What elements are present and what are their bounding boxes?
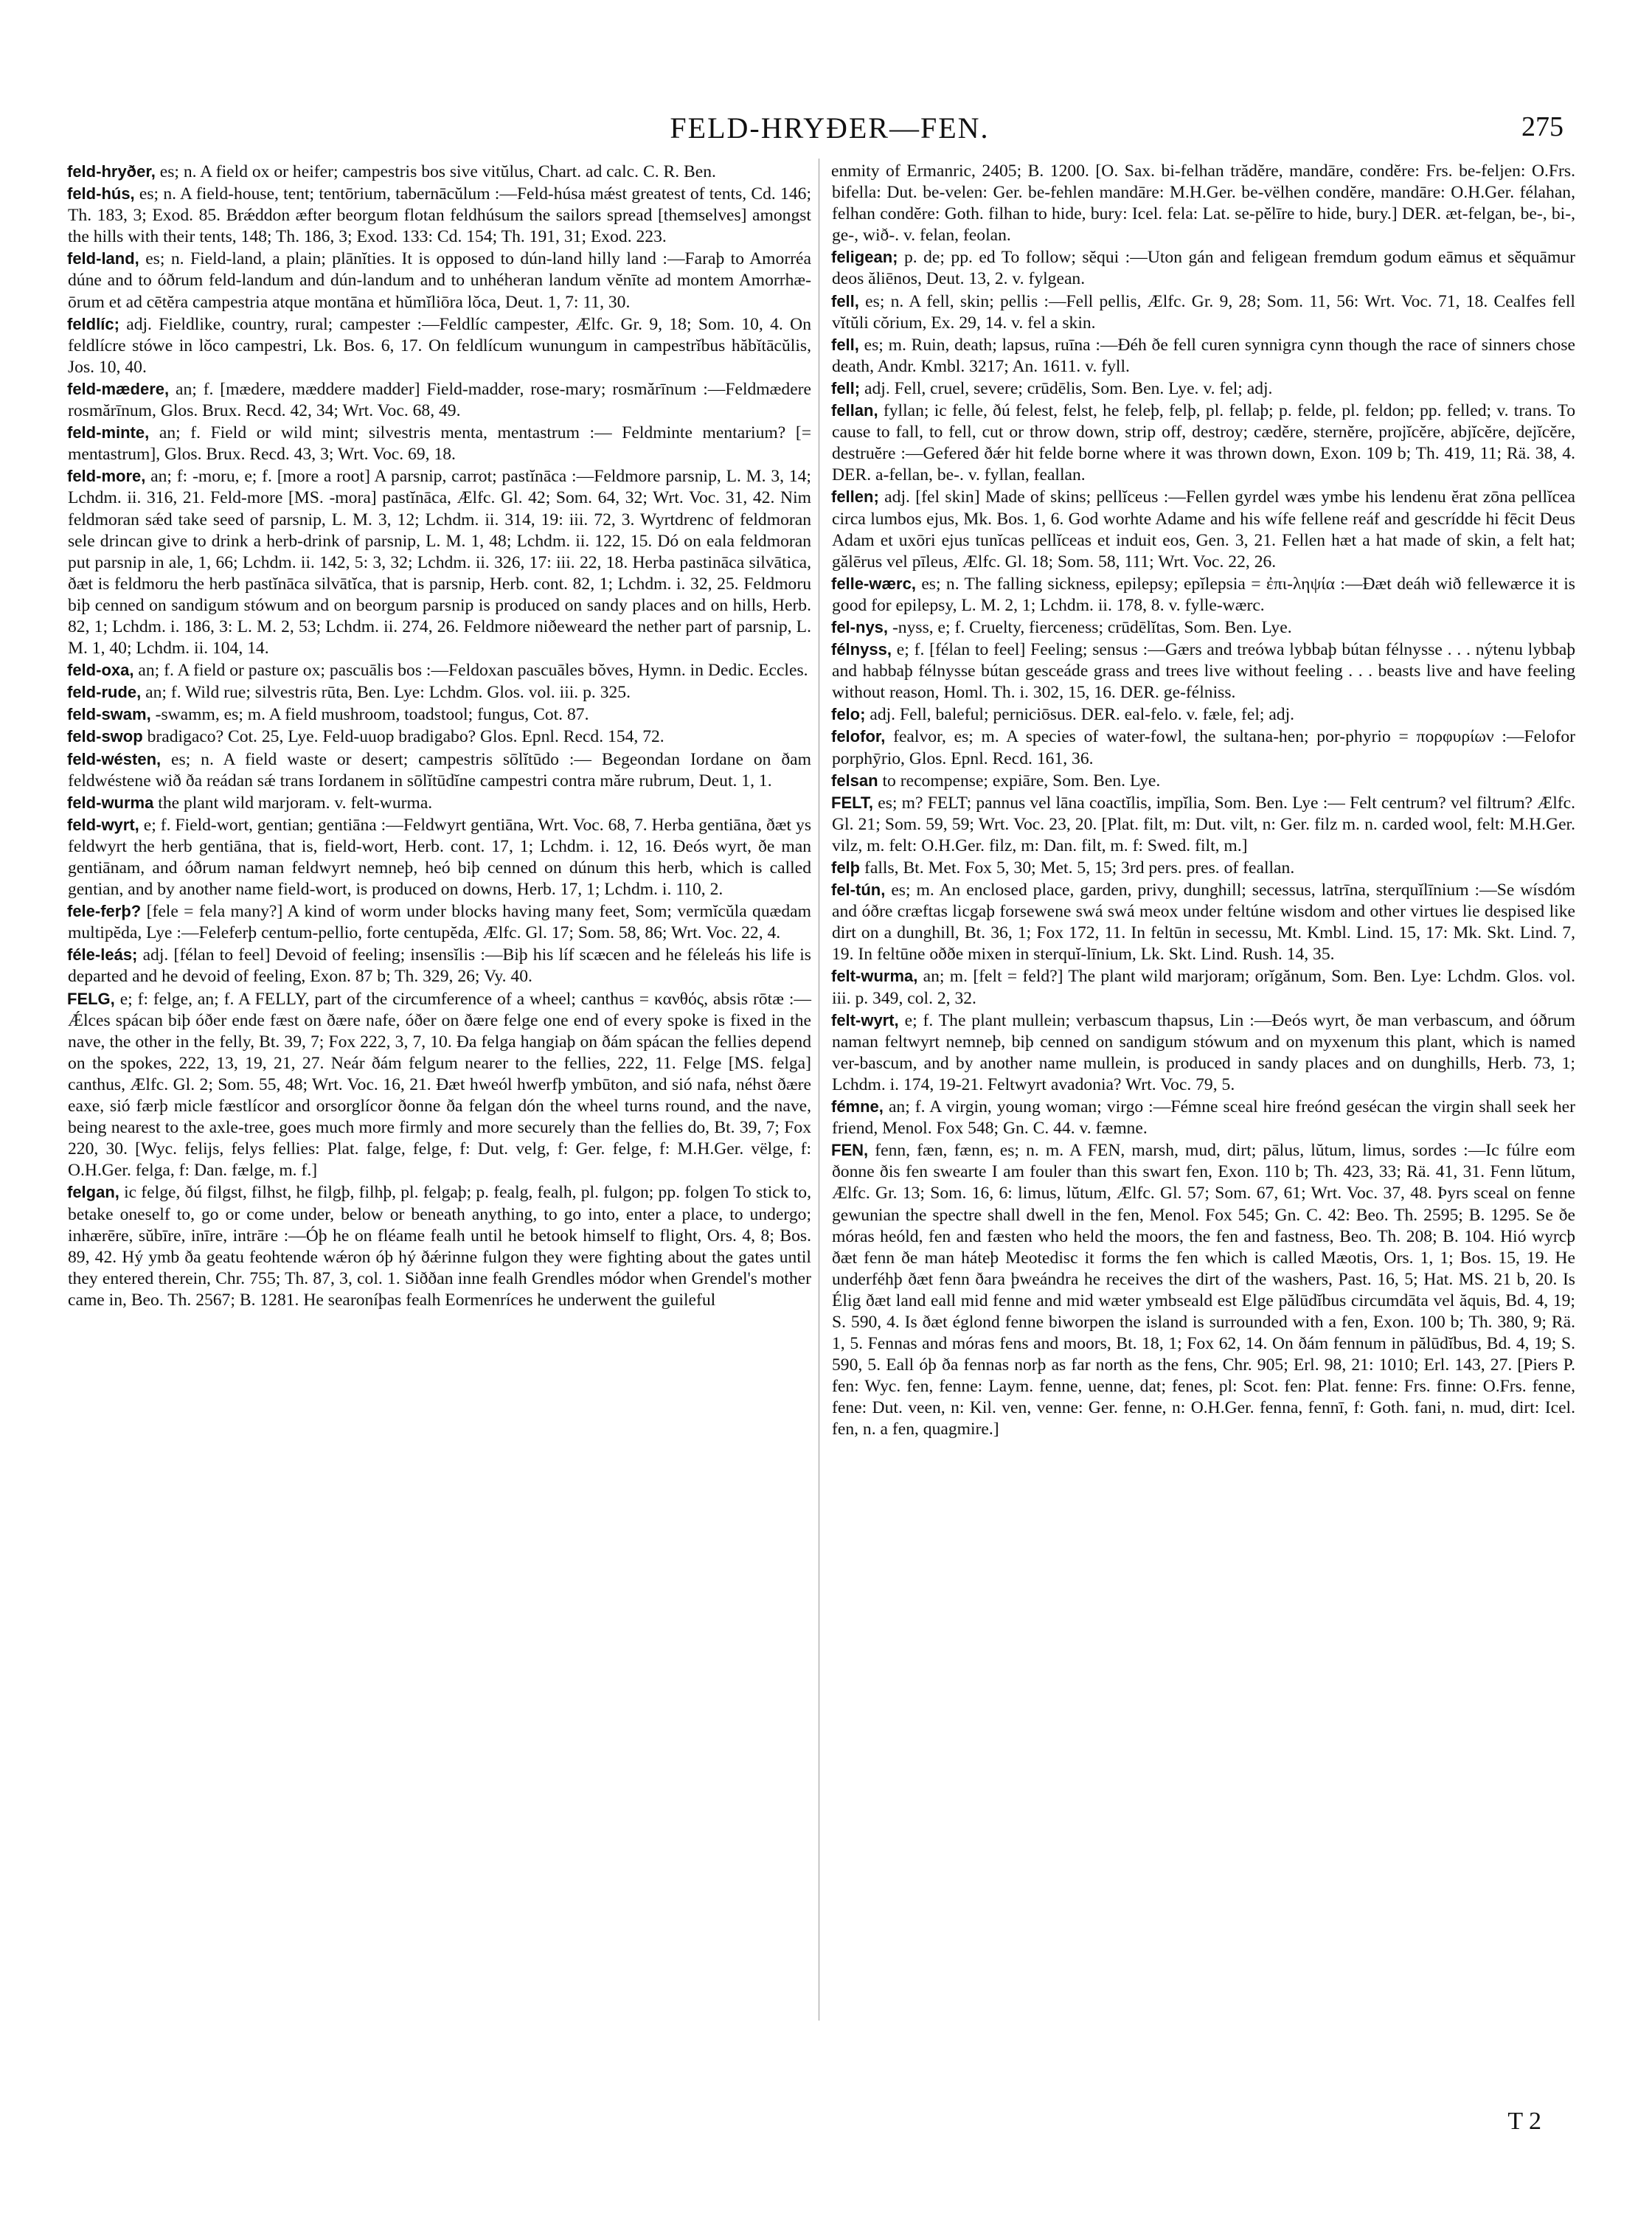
entry-body: e; f. The plant mullein; verbascum thapsus, Lin :—Ðeós wyrt, ðe man verbascum, and óðrum naman feltwyrt nemneþ, biþ cenned on sandigum stówum and on myxenum this plant, which is named ver-bascum, and by another name mullein, is produced in sandy places and on dunghills, Herb. 73, 1; Lchdm. i. 174, 19-21. Feltwyrt avadonia? Wrt. Voc. 79, 5. [832, 1010, 1575, 1094]
headword: feld-hús, [67, 184, 135, 204]
entry-body: to recompense; expiāre, Som. Ben. Lye. [882, 771, 1161, 791]
entry-body: adj. Fell, cruel, severe; crūdēlis, Som. Ben. Lye. v. fel; adj. [864, 378, 1273, 398]
entry-body: -nyss, e; f. Cruelty, fierceness; crūdēlĭtas, Som. Ben. Lye. [892, 617, 1292, 637]
right-column [832, 161, 1575, 1441]
dictionary-entry [832, 291, 1575, 334]
dictionary-entry [832, 639, 1575, 704]
headword: felo; [831, 705, 866, 724]
headword: fele-ferþ? [67, 902, 142, 921]
entry-body: the plant wild marjoram. v. felt-wurma. [158, 793, 433, 813]
headword: feld-mædere, [67, 379, 170, 398]
dictionary-entry [832, 1096, 1575, 1139]
headword: felt-wurma, [831, 967, 918, 986]
entry-body: an; f. [mædere, mæddere madder] Field-madder, rose-mary; rosmărīnum :—Feldmædere rosmărīnum, Glos. Brux. Recd. 42, 34; Wrt. Voc. 68, 49. [68, 379, 811, 421]
entry-body: fyllan; ic felle, ðú felest, felst, he feleþ, felþ, pl. fellaþ; p. felde, pl. feldon; pp. felled; v. trans. To cause to fall, to fell, cut or throw down, strip off, destroy; cædĕre, sternĕre, projĭcĕre, abjĭcĕre, dejĭcĕre, destruĕre :—Gefered ðǽr hit felde borne where it was thrown down, Exon. 109 b; Th. 419, 11; Rä. 38, 4. DER. a-fellan, be-. v. fyllan, feallan. [832, 401, 1575, 485]
dictionary-entry [832, 400, 1575, 486]
headword: feld-hryðer, [67, 162, 156, 181]
entry-body: es; n. A field ox or heifer; campestris bos sive vitŭlus, Chart. ad calc. C. R. Ben. [159, 162, 716, 181]
column-divider [819, 159, 820, 2021]
dictionary-entry [68, 900, 811, 944]
entry-body: e; f. [félan to feel] Feeling; sensus :—Gærs and treówa lybbaþ bútan félnysse . . . nýtenu lybbaþ and habbaþ félnysse bútan gesceáde grass and trees live without feeling . . . beasts live and have feeling without reason, Homl. Th. i. 302, 15, 16. DER. ge-félniss. [832, 640, 1575, 703]
entry-body: an; f. Wild rue; silvestris rūta, Ben. Lye: Lchdm. Glos. vol. iii. p. 325. [145, 683, 631, 703]
dictionary-entry [68, 988, 811, 1182]
dictionary-entry [68, 792, 811, 814]
headword: felle-wærc, [831, 574, 916, 593]
entry-body: adj. [félan to feel] Devoid of feeling; insensĭlis :—Biþ his líf scæcen and he féleleás his life is departed and he devoid of feeling, Exon. 87 b; Th. 329, 26; Vy. 40. [68, 945, 811, 987]
entry-body: es; m. Ruin, death; lapsus, ruīna :—Ðéh ðe fell curen synnigra cynn though the race of sinners chose death, Andr. Kmbl. 3217; An. 1611. v. fyll. [832, 335, 1575, 376]
headword: FELT, [831, 793, 874, 812]
entry-body: e; f: felge, an; f. A FELLY, part of the circumference of a wheel; canthus = κανθός, absis rōtæ :—Ǽlces spácan biþ óðer ende fæst on ðære nafe, óðer on ðære felge one end of every spoke is fixed in the nave, the other in the felly, Bt. 39, 7; Fox 222, 3, 7, 10. Ða felga hangiaþ on ðám spácan the fellies depend on the spokes, 222, 13, 19, 21, 27. Neár ðám felgum nearer to the fellies, 222, 11. Felge [MS. felga] canthus, Ælfc. Gl. 2; Som. 55, 48; Wrt. Voc. 16, 21. Ðæt hweól hwerfþ ymbūton, and sió nafa, néhst ðære eaxe, sió færþ micle fæstlícor and orsorglícor ðonne ða felgan dón the wheel turns round, and the nave, being nearest to the axle-tree, goes much more firmly and more securely than the fellies do, Bt. 39, 7; Fox 220, 30. [Wyc. felijs, felys fellies: Plat. falge, felge, f: Dut. velg, f: Ger. felge, f: M.H.Ger. vëlge, f: O.H.Ger. felga, f: Dan. fælge, m. f.] [68, 989, 811, 1181]
headword: felgan, [67, 1183, 119, 1202]
headword: feld-more, [67, 467, 146, 486]
headword: feldlíc; [67, 314, 119, 333]
entry-body: an; f. Field or wild mint; silvestris menta, mentastrum :— Feldminte mentarium? [= mentastrum], Glos. Brux. Recd. 43, 3; Wrt. Voc. 69, 18. [68, 423, 811, 465]
dictionary-entry [68, 1181, 811, 1311]
entry-body: es; m? FELT; pannus vel lāna coactĭlis, impĭlia, Som. Ben. Lye :— Felt centrum? vel filtrum? Ælfc. Gl. 21; Som. 59, 59; Wrt. Voc. 23, 20. [Plat. filt, m: Dut. vilt, n: Ger. filz m. n. carded wool, felt: M.H.Ger. vilz, m. felt: O.H.Ger. filz, m: Dan. filt, m. f: Swed. filt, m.] [832, 793, 1575, 855]
dictionary-entry [832, 792, 1575, 857]
entry-body: ic felge, ðú filgst, filhst, he filgþ, filhþ, pl. felgaþ; p. fealg, fealh, pl. fulgon; pp. folgen To stick to, betake oneself to, go or come under, below or beneath anything, to go into, enter a place, to undergo; inhærēre, sŭbīre, inīre, intrāre :—Óþ he on fléame fealh until he betook himself to flight, Ors. 4, 8; Bos. 89, 42. Hý ymb ða geatu feohtende wǽron óþ hý ðǽrinne fulgon they were fighting about the gates until they entered therein, Chr. 755; Th. 87, 3, col. 1. Siððan inne fealh Grendles módor when Grendel's mother came in, Beo. Th. 2567; B. 1281. He searoníþas fealh Eormenríces he underwent the guileful [68, 1183, 811, 1310]
dictionary-entry [832, 726, 1575, 769]
dictionary-entry [832, 616, 1575, 639]
headword: féle-leás; [67, 945, 138, 965]
dictionary-entry [68, 465, 811, 659]
entry-body: es; m. An enclosed place, garden, privy, dunghill; secessus, latrīna, sterquĭlīnium :—Se wísdóm and óðre cræftas licgaþ forsewene swá swá meox under feltúne wisdom and other virtues lie despised like dirt on a dunghill, Bt. 36, 1; Fox 172, 11. In feltūn in secessu, Mt. Kmbl. Lind. 15, 17: Mk. Skt. Lind. 7, 19. In feltūne oððe mixen in sterquĭ-līnium, Lk. Skt. Lind. Rush. 14, 35. [832, 880, 1575, 965]
headword: félnyss, [831, 640, 892, 659]
entry-body: an; m. [felt = feld?] The plant wild marjoram; orĭgănum, Som. Ben. Lye: Lchdm. Glos. vol. iii. p. 349, col. 2, 32. [832, 967, 1575, 1008]
headword: felþ [831, 858, 861, 877]
dictionary-entry [68, 313, 811, 378]
dictionary-entry [68, 681, 811, 704]
dictionary-entry [832, 879, 1575, 965]
entry-body: es; n. A field-house, tent; tentōrium, tabernācŭlum :—Feld-húsa mǽst greatest of tents, Cd. 146; Th. 183, 3; Exod. 85. Brǽddon æfter beorgum flotan feldhúsum the sailors spread [themselves] amongst the hills with their tents, 148; Th. 186, 3; Exod. 133: Cd. 154; Th. 191, 31; Exod. 223. [68, 184, 811, 247]
dictionary-entry [832, 334, 1575, 378]
dictionary-entry [68, 659, 811, 681]
dictionary-entry [832, 1010, 1575, 1096]
headword: feld-swop [67, 727, 143, 746]
headword: felofor, [831, 727, 886, 746]
dictionary-entry [832, 857, 1575, 879]
dictionary-entry [68, 748, 811, 792]
dictionary-entry [832, 486, 1575, 572]
entry-body: -swamm, es; m. A field mushroom, toadstool; fungus, Cot. 87. [155, 705, 589, 725]
headword: fel-nys, [831, 617, 889, 636]
headword: fel-tún, [831, 880, 886, 900]
headword: FELG, [67, 989, 115, 1008]
entry-body: e; f. Field-wort, gentian; gentiāna :—Feldwyrt gentiāna, Wrt. Voc. 68, 7. Herba gentiāna, ðæt ys feldwyrt the herb gentiāna, that is, field-wort, Herb. cont. 17, 1; Lchdm. i. 12, 16. Ðeós wyrt, ðe man gentiānam, and óðrum naman feldwyrt nemneþ, heó biþ cenned on dúnum this herb, which is called gentian, and by another name field-wort, is produced on downs, Herb. 17, 1; Lchdm. i. 110, 2. [68, 815, 811, 900]
dictionary-entry [68, 814, 811, 900]
headword: feligean; [831, 248, 898, 267]
headword: fémne, [831, 1097, 884, 1116]
dictionary-entry [68, 378, 811, 422]
entry-body: es; n. The falling sickness, epilepsy; epĭlepsia = ἐπι-ληψία :—Ðæt deáh wið fellewærce it is good for epilepsy, L. M. 2, 1; Lchdm. ii. 178, 8. v. fylle-wærc. [832, 574, 1575, 615]
entry-body: fenn, fæn, fænn, es; n. m. A FEN, marsh, mud, dirt; pālus, lŭtum, limus, sordes :—Ic fúlre eom ðonne ðis fen swearte I am fouler than this swart fen, Exon. 110 b; Th. 423, 33; Rä. 41, 31. Fenn lŭtum, Ælfc. Gr. 13; Som. 16, 6: limus, lŭtum, Ælfc. Gl. 57; Som. 67, 61; Wrt. Voc. 37, 48. Þyrs sceal on fenne gewunian the spectre shall dwell in the fen, Menol. Fox 545; Gn. C. 42: Beo. Th. 2595; B. 1295. Se ðe móras heóld, fen and fæsten who held the moors, the fen and fastness, Beo. Th. 208; B. 104. Hió wyrcþ ðæt fenn ðe man háteþ Meotedisc it forms the fen which is called Mæotis, Ors. 1, 1; Bos. 15, 19. He underféhþ ðæt fenn ðara þweándra he receives the dirt of the washers, Past. 16, 5; Hat. MS. 21 b, 20. Is Élig ðæt land eall mid fenne and mid wæter ymbseald est Elge pălūdĭbus circumdāta vel ăquis, Bd. 4, 19; S. 590, 4. Is ðæt églond fenne biworpen the island is surrounded with a fen, Exon. 100 b; Th. 380, 9; Rä. 1, 5. Fennas and móras fens and moors, Bt. 18, 1; Fox 62, 14. On ðám fennum in pălūdĭbus, Bd. 4, 19; S. 590, 5. Eall óþ ða fennas norþ as far north as the fens, Chr. 905; Erl. 98, 21: 1010; Erl. 143, 27. [Piers P. fen: Wyc. fen, fenne: Laym. fenne, uenne, dat; fenes, pl: Scot. fen: Plat. fenne: Frs. finne: O.Frs. fenne, fene: Dut. veen, n: Kil. ven, venne: Ger. fenne, n: O.H.Ger. fenna, fennī, f: Goth. fani, n. mud, dirt: Icel. fen, n. a fen, quagmire.] [832, 1141, 1575, 1439]
dictionary-entry [832, 1139, 1575, 1440]
entry-body: es; n. A fell, skin; pellis :—Fell pellis, Ælfc. Gr. 9, 28; Som. 11, 56: Wrt. Voc. 71, 18. Cealfes fell vĭtŭli cŏrium, Ex. 29, 14. v. fel a skin. [832, 291, 1575, 333]
headword: feld-oxa, [67, 661, 134, 680]
dictionary-entry [68, 944, 811, 987]
page-number: 275 [1521, 111, 1564, 142]
signature-mark: T 2 [1507, 2108, 1541, 2135]
dictionary-entry [68, 161, 811, 183]
entry-body: es; n. Field-land, a plain; plānĭties. It is opposed to dún-land hilly land :—Faraþ to Amorréa dúne and to óðrum feld-landum and dún-landum and to unhéheran landum vĕnīte ad montem Amorrhæ-ōrum et ad cētĕra campestria atque montāna et hŭmĭliōra lŏca, Deut. 1, 7: 11, 30. [68, 249, 811, 312]
entry-body: adj. Fieldlike, country, rural; campester :—Feldlíc campester, Ælfc. Gr. 9, 18; Som. 10, 4. On feldlícre stówe in lŏco campestri, Lk. Bos. 6, 17. On feldlícum wunungum in campestrĭbus hăbĭtācŭlis, Jos. 10, 40. [68, 314, 811, 377]
dictionary-entry [832, 770, 1575, 792]
dictionary-entry [68, 183, 811, 248]
dictionary-entry [68, 422, 811, 465]
headword: feld-wyrt, [67, 815, 139, 834]
dictionary-entry [832, 965, 1575, 1009]
headword: feld-swam, [67, 705, 151, 724]
headword: fellen; [831, 487, 879, 507]
left-column [68, 161, 811, 1311]
headword: feld-minte, [67, 423, 150, 442]
entry-body: fealvor, es; m. A species of water-fowl, the sultana-hen; por-phyrio = πορφυρίων :—Felofor porphȳrio, Glos. Epnl. Recd. 161, 36. [832, 727, 1575, 768]
entry-body: es; n. A field waste or desert; campestris sōlĭtūdo :— Begeondan Iordane on ðam feldwéstene wið ða reádan sǽ trans Iordanem in sōlĭtūdĭne campestri contra măre rubrum, Deut. 1, 1. [68, 749, 812, 791]
dictionary-entry [832, 161, 1575, 246]
entry-body: [fele = fela many?] A kind of worm under blocks having many feet, Som; vermĭcŭla quædam multipĕda, Lye :—Feleferþ centum-pellio, forte centupĕda, Ælfc. Gl. 17; Som. 58, 86; Wrt. Voc. 22, 4. [68, 902, 811, 943]
headword: feld-wurma [67, 793, 154, 812]
dictionary-entry [68, 726, 811, 748]
entry-body: adj. Fell, baleful; perniciōsus. DER. eal-felo. v. fæle, fel; adj. [870, 705, 1295, 725]
headword: felt-wyrt, [831, 1010, 899, 1029]
headword: fellan, [831, 401, 878, 420]
dictionary-entry [832, 378, 1575, 400]
entry-body: bradigaco? Cot. 25, Lye. Feld-uuop bradigabo? Glos. Epnl. Recd. 154, 72. [147, 727, 664, 747]
dictionary-entry [832, 704, 1575, 726]
entry-body: falls, Bt. Met. Fox 5, 30; Met. 5, 15; 3rd pers. pres. of feallan. [864, 858, 1295, 878]
entry-body: enmity of Ermanric, 2405; B. 1200. [O. Sax. bi-felhan trădĕre, mandāre, condĕre: Frs. be-feljen: O.Frs. bifella: Dut. be-velen: Ger. be-fehlen mandāre: M.H.Ger. be-vëlhen condĕre, mandāre: O.H.Ger. félahan, felhan condĕre: Goth. filhan to hide, bury: Icel. fela: Lat. se-pĕlīre to hide, bury.] DER. æt-felgan, be-, bi-, ge-, wið-. v. felan, feolan. [831, 161, 1575, 246]
headword: fell; [831, 378, 861, 397]
entry-body: an; f: -moru, e; f. [more a root] A parsnip, carrot; pastĭnāca :—Feldmore parsnip, L. M. 3, 14; Lchdm. ii. 316, 21. Feld-more [MS. -mora] pastĭnāca, Ælfc. Gl. 42; Som. 64, 32; Wrt. Voc. 31, 42. Nim feldmoran sǽd take seed of parsnip, L. M. 3, 12; Lchdm. ii. 314, 19: iii. 72, 3. Wyrtdrenc of feldmoran sele drincan give to drink a herb-drink of parsnip, L. M. 1, 48; Lchdm. ii. 122, 15. Dó on eala feldmoran put parsnip in ale, 1, 66; Lchdm. ii. 142, 5: 3, 32; Lchdm. ii. 326, 17: iii. 22, 18. Herba pastināca silvātica, ðæt is feldmoru the herb pastĭnāca silvātĭca, that is parsnip, Herb. cont. 82, 1; Lchdm. i. 32, 25. Feldmoru biþ cenned on sandigum stówum and on beorgum parsnip is produced on sandy places and on hills, Herb. 82, 1; Lchdm. i. 186, 3: L. M. 2, 53; Lchdm. ii. 274, 26. Feldmore niðeweard the nether part of parsnip, L. M. 1, 40; Lchdm. ii. 104, 14. [68, 467, 811, 659]
headword: fell, [831, 291, 859, 310]
headword: feld-land, [67, 249, 139, 268]
entry-body: p. de; pp. ed To follow; sĕqui :—Uton gán and feligean fremdum godum eāmus et sĕquāmur deos ăliēnos, Deut. 13, 2. v. fylgean. [832, 248, 1575, 289]
entry-body: an; f. A virgin, young woman; virgo :—Fémne sceal hire freónd gesécan the virgin shall seek her friend, Menol. Fox 548; Gn. C. 44. v. fæmne. [832, 1097, 1575, 1139]
headword: fell, [831, 335, 859, 354]
dictionary-entry [68, 248, 811, 313]
entry-body: adj. [fel skin] Made of skins; pellĭceus :—Fellen gyrdel wæs ymbe his lendenu ĕrat zōna pellĭcea circa lumbos ejus, Mk. Bos. 1, 6. God worhte Adame and his wífe fellene reáf and gescrídde hi fēcit Deus Adam et uxōri ejus tunĭcas pellĭceas et induit eos, Gen. 3, 21. Fellen hæt a hat made of skin, a felt hat; gălērus vel pīleus, Ælfc. Gl. 18; Som. 58, 111; Wrt. Voc. 22, 26. [832, 487, 1575, 572]
headword: FEN, [831, 1141, 869, 1160]
dictionary-entry [68, 704, 811, 726]
dictionary-entry [832, 246, 1575, 290]
page-header [66, 111, 1593, 155]
headword: felsan [831, 771, 878, 790]
headword: feld-rude, [67, 683, 142, 702]
entry-body: an; f. A field or pasture ox; pascuālis bos :—Feldoxan pascuāles bŏves, Hymn. in Dedic. Eccles. [138, 661, 808, 681]
headword: feld-wésten, [67, 749, 162, 768]
dictionary-entry [832, 573, 1575, 616]
running-title: FELD-HRYÐER—FEN. [670, 111, 990, 145]
